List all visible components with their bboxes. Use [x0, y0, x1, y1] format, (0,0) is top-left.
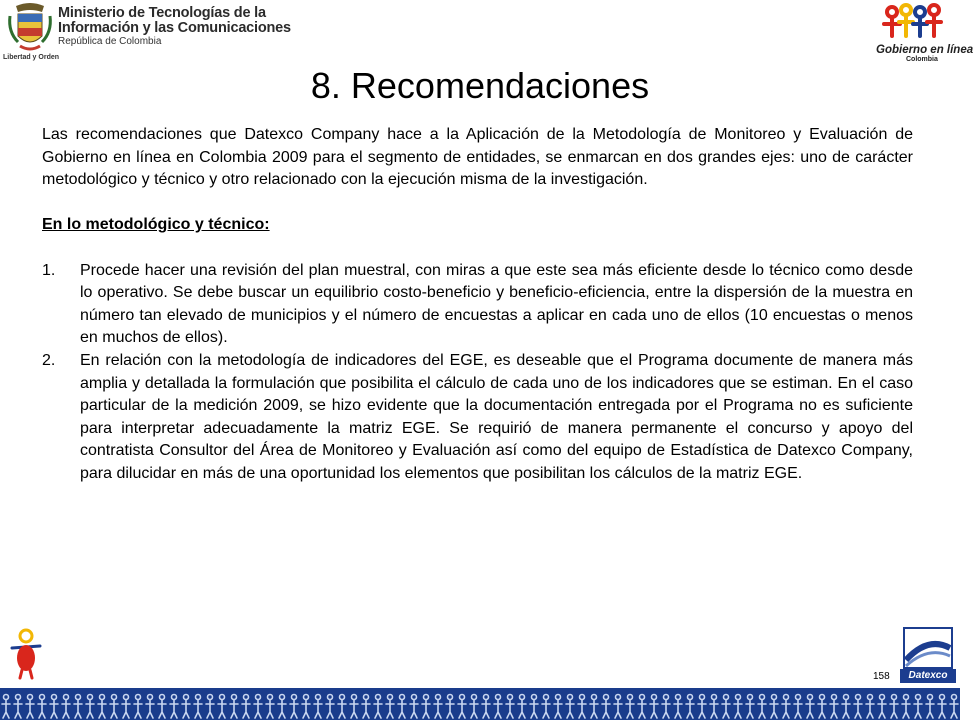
logo-right-title: Gobierno en línea	[876, 44, 973, 56]
page-number: 158	[873, 671, 890, 682]
ministry-name-line2: Información y las Comunicaciones	[58, 19, 291, 36]
intro-paragraph: Las recomendaciones que Datexco Company hace a la Aplicación de la Metodología de Monitoreo y Evaluación de Gobierno en línea en Colombia 2009 para el segmento de entidades, se enmarcan en dos grandes ejes: uno de carácter metodológico y técnico y otro relacionado con la ejecución misma de la investigación.	[42, 126, 913, 189]
datexco-label: Datexco	[900, 669, 956, 683]
footer-decorative-band	[0, 688, 960, 720]
people-figures-icon	[872, 2, 956, 44]
list-item-text: Procede hacer una revisión del plan muestral, con miras a que este sea más eficiente desde lo técnico como desde lo operativo. Se debe buscar un equilibrio costo-beneficio y beneficio-eficiencia, entre la dispersión de la muestra en número tan elevado de municipios y el número de encuestas a aplicar en cada uno de ellos (10 encuestas o menos en muchos de ellos).	[80, 261, 913, 347]
datexco-logo	[898, 626, 958, 688]
ministry-country: República de Colombia	[58, 36, 162, 47]
logo-right-country: Colombia	[906, 56, 938, 63]
list-item-text: En relación con la metodología de indicadores del EGE, es deseable que el Programa documente de manera más amplia y detallada la formulación que posibilita el cálculo de cada uno de los indicadores que se estiman. En el caso particular de la medición 2009, se hizo evidente que la documentación entregada por el Programa no es suficiente para interpretar adecuadamente la matriz EGE. Se requirió de manera permanente el concurso y apoyo del contratista Consultor del Área de Monitoreo y Evaluación así como del equipo de Estadística de Datexco Company, para dilucidar en más de una oportunidad los elementos que posibilitan los cálculos de la matriz EGE.	[80, 351, 913, 482]
page-title: 8. Recomendaciones	[310, 65, 650, 106]
ministry-name-line1: Ministerio de Tecnologías de la	[58, 5, 266, 21]
body-content	[42, 124, 913, 486]
gobierno-en-linea-logo	[872, 2, 973, 72]
section-heading: En lo metodológico y técnico:	[42, 216, 270, 234]
list-item	[42, 260, 913, 350]
list-item-number: 2.	[42, 351, 56, 369]
person-figure-icon	[6, 628, 52, 680]
list-item	[42, 350, 913, 486]
colombia-coat-of-arms-icon	[6, 2, 54, 62]
ministry-logo-text	[58, 6, 291, 47]
datexco-emblem-icon	[898, 626, 958, 670]
crest-motto: Libertad y Orden	[3, 54, 60, 61]
list-item-number: 1.	[42, 261, 56, 279]
